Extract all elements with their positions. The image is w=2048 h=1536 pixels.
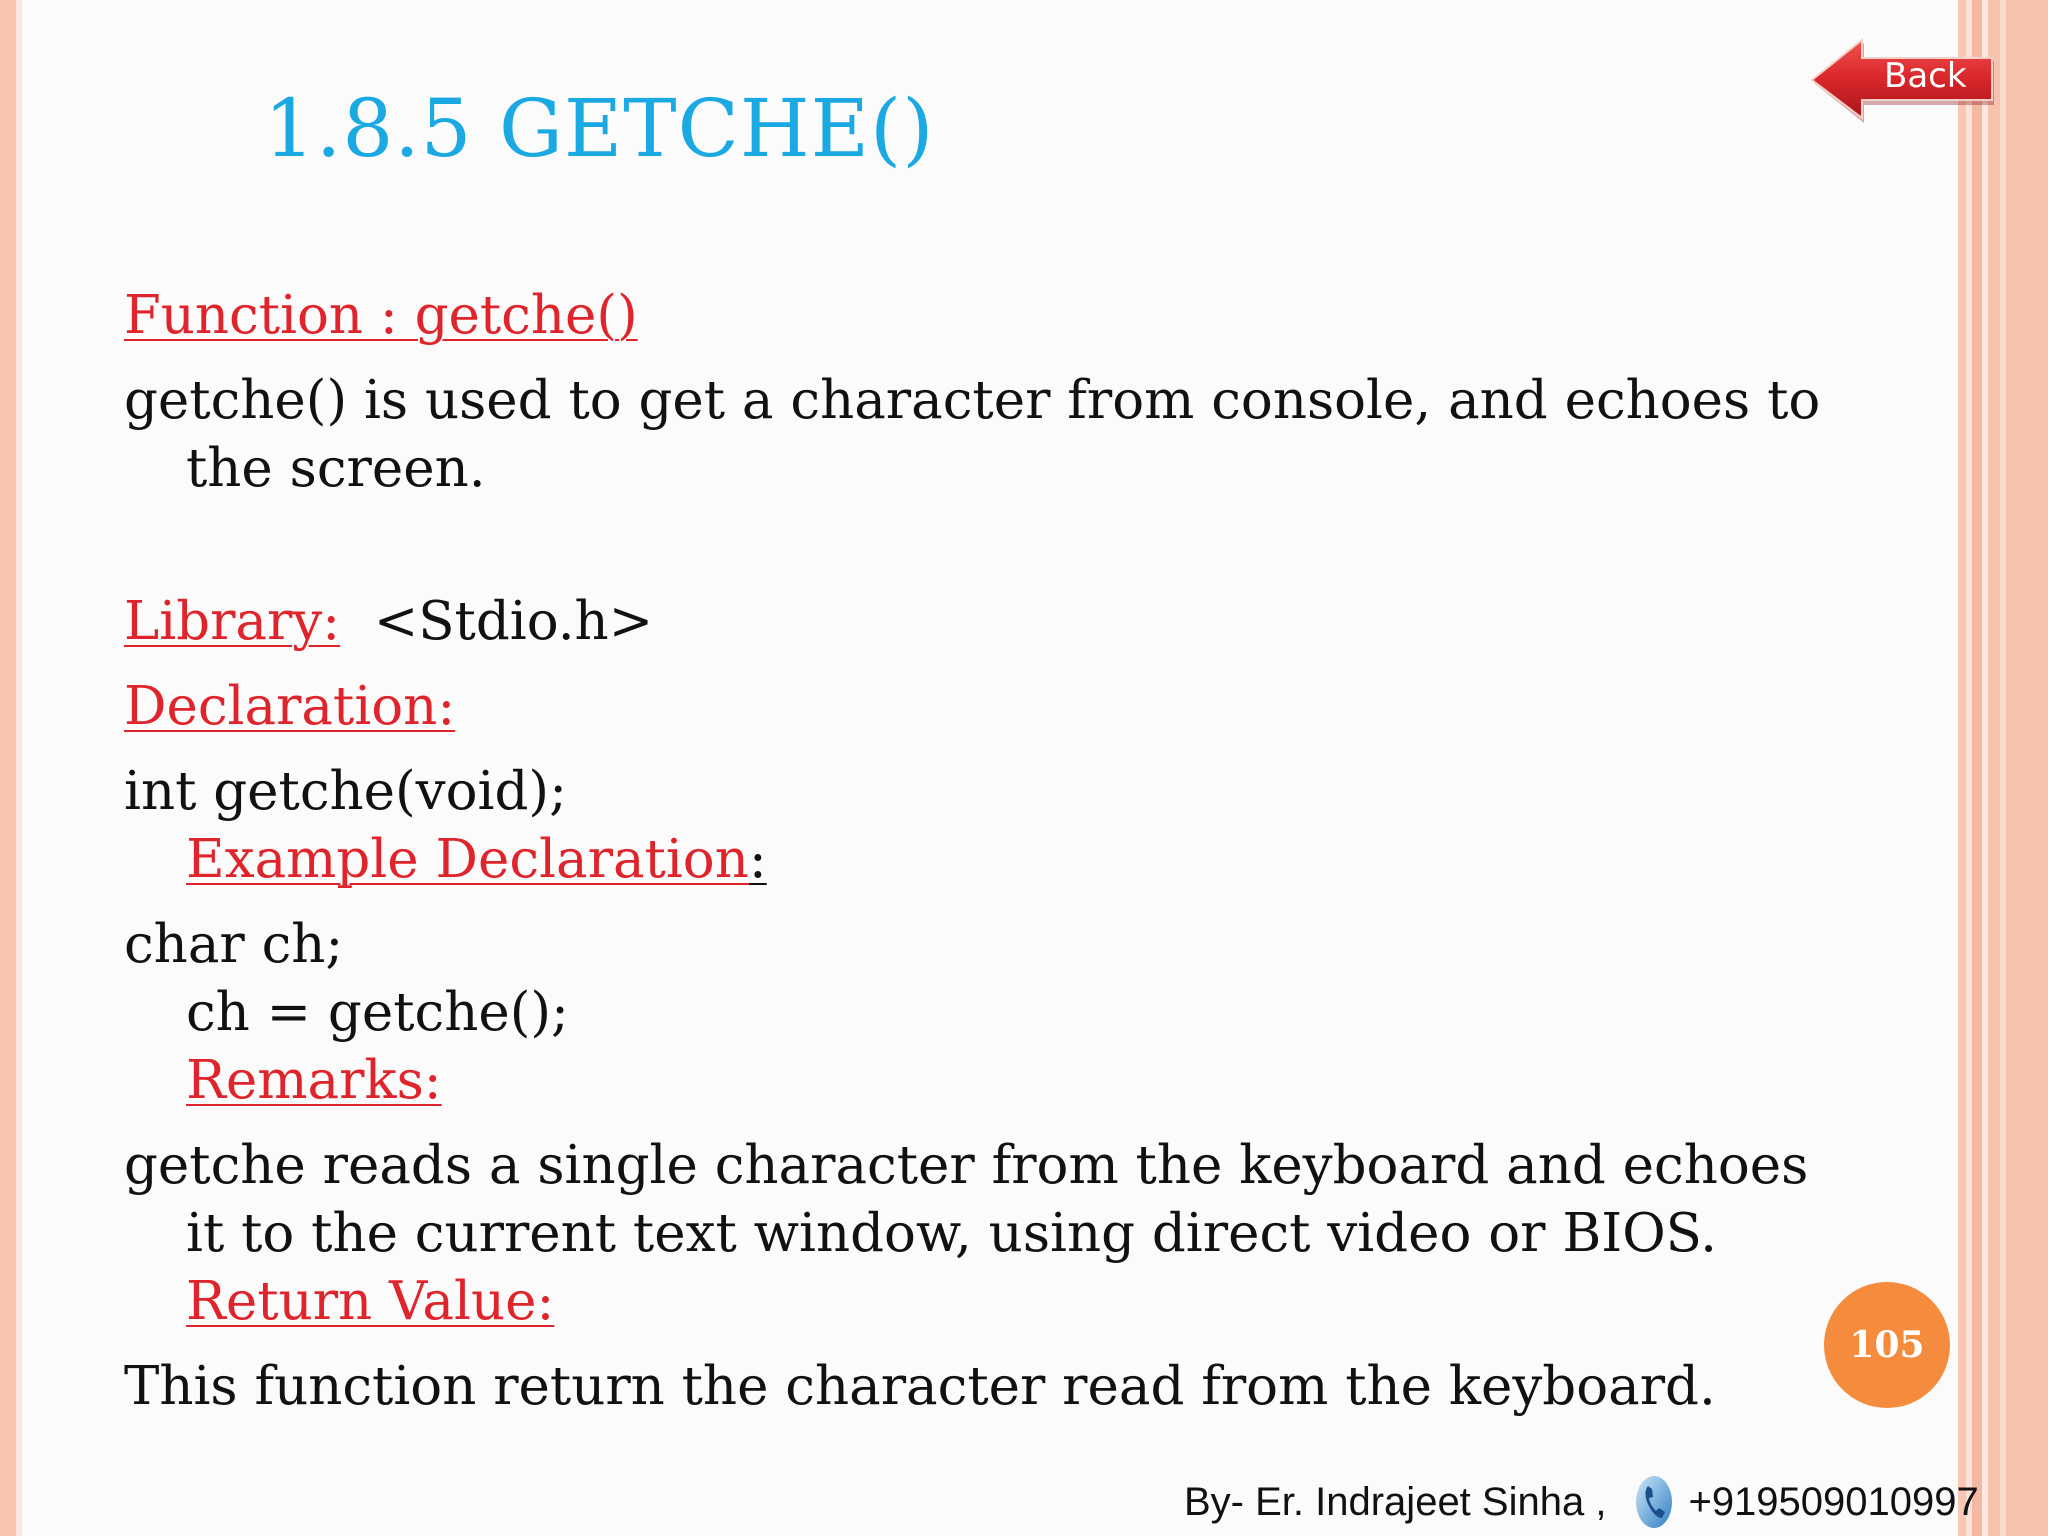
right-border-stripe	[1972, 0, 1982, 1536]
remarks-line-2: it to the current text window, using direct video or BIOS.	[186, 1203, 1717, 1264]
page-number: 105	[1849, 1324, 1925, 1366]
slide-title: 1.8.5 GETCHE()	[264, 82, 935, 175]
footer-author: By- Er. Indrajeet Sinha ,	[1184, 1479, 1607, 1524]
right-border-stripe	[1958, 0, 1966, 1536]
example-line-2: ch = getche();	[186, 982, 569, 1043]
return-value: This function return the character read from the keyboard.	[124, 1356, 1716, 1417]
library-label: Library:	[124, 591, 341, 652]
remarks-label: Remarks:	[186, 1050, 442, 1111]
page-number-badge	[1824, 1282, 1950, 1408]
return-label: Return Value:	[186, 1271, 555, 1332]
left-border	[0, 0, 16, 1536]
phone-icon	[1634, 1474, 1674, 1530]
right-border-stripe	[1988, 0, 2048, 1536]
library-row	[124, 588, 1764, 656]
right-border-stripe	[2000, 0, 2006, 1536]
function-label: Function : getche()	[124, 285, 638, 346]
function-heading	[124, 282, 1764, 350]
example-colon: :	[748, 829, 767, 890]
library-value: <Stdio.h>	[373, 591, 654, 652]
example-heading	[124, 826, 1764, 894]
declaration-value: int getche(void);	[124, 761, 567, 822]
back-button-label: Back	[1884, 56, 1967, 96]
remarks-heading	[124, 1047, 1764, 1115]
description-line-2: the screen.	[186, 438, 486, 499]
example-line-1: char ch;	[124, 914, 344, 975]
slide-content	[124, 282, 1821, 1421]
footer-phone: +919509010997	[1688, 1479, 1979, 1524]
return-heading	[124, 1268, 1764, 1336]
back-button[interactable]	[1808, 36, 1994, 124]
description-line-1: getche() is used to get a character from console, and echoes to	[124, 370, 1821, 431]
example-label: Example Declaration	[186, 829, 749, 890]
declaration-label: Declaration:	[124, 676, 456, 737]
remarks-line-1: getche reads a single character from the keyboard and echoes	[124, 1135, 1809, 1196]
left-border-inner	[16, 0, 22, 1536]
declaration-heading	[124, 673, 1764, 741]
footer	[1184, 1472, 1979, 1532]
